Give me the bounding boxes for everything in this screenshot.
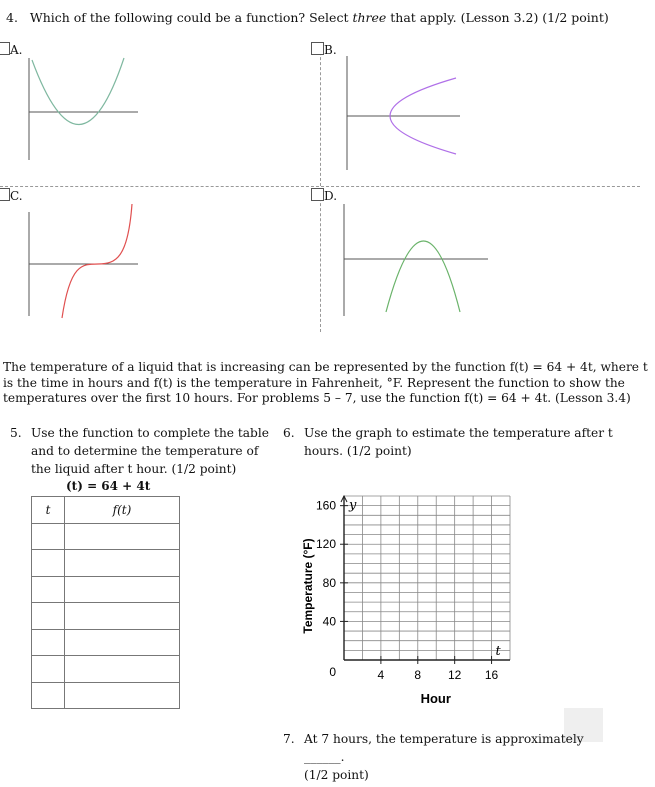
table-header-row — [32, 497, 180, 524]
question-7-text: At 7 hours, the temperature is approximately ______. — [304, 732, 584, 764]
option-d-label: D. — [324, 189, 338, 203]
table-cell-t[interactable] — [32, 523, 65, 550]
graph-d-curve — [386, 241, 460, 312]
question-6-prompt: Use the graph to estimate the temperature after t hours. (1/2 point) — [304, 426, 613, 458]
option-a-checkbox[interactable] — [0, 42, 10, 55]
prompt-emphasis: three — [352, 10, 387, 25]
x-tick-label: 4 — [377, 668, 385, 682]
table-row — [32, 682, 180, 709]
question-7-points: (1/2 point) — [304, 768, 369, 782]
x-axis-label: Hour — [420, 691, 451, 706]
graph-c-curve — [62, 204, 132, 318]
function-table — [31, 496, 180, 709]
vertical-divider — [320, 42, 321, 332]
question-6-number: 6. — [283, 426, 295, 440]
table-cell-t[interactable] — [32, 682, 65, 709]
option-d[interactable] — [311, 188, 337, 203]
x-tick-label: 16 — [484, 668, 499, 682]
graph-a — [20, 50, 140, 165]
question-7-number: 7. — [283, 732, 295, 746]
table-cell-ft[interactable] — [65, 629, 180, 656]
prompt-text: Which of the following could be a function? Select — [29, 10, 353, 25]
graph-b — [340, 50, 465, 175]
table-cell-ft[interactable] — [65, 656, 180, 683]
horizontal-divider — [0, 186, 640, 187]
graph-d — [336, 200, 496, 320]
x-tick-label: 8 — [414, 668, 422, 682]
option-c-label: C. — [10, 189, 23, 203]
question-4-prompt — [6, 10, 609, 25]
table-title: (t) = 64 + 4t — [66, 479, 151, 493]
col-header-t: t — [32, 497, 65, 524]
y-tick-label: 40 — [322, 614, 336, 629]
y-tick-label: 80 — [322, 575, 336, 590]
x-tick-label: 12 — [447, 668, 462, 682]
table-cell-ft[interactable] — [65, 576, 180, 603]
y-variable-label: y — [349, 498, 357, 513]
table-cell-ft[interactable] — [65, 523, 180, 550]
prompt-text-end: that apply. (Lesson 3.2) (1/2 point) — [386, 10, 609, 25]
table-row — [32, 523, 180, 550]
option-b-checkbox[interactable] — [311, 42, 324, 55]
table-cell-t[interactable] — [32, 576, 65, 603]
y-axis-label: Temperature (°F) — [301, 538, 315, 634]
table-cell-t[interactable] — [32, 603, 65, 630]
option-c-checkbox[interactable] — [0, 188, 10, 201]
table-cell-t[interactable] — [32, 629, 65, 656]
option-b-label: B. — [324, 43, 337, 57]
table-row — [32, 603, 180, 630]
temperature-graph — [300, 492, 520, 717]
option-b[interactable] — [311, 42, 337, 57]
option-a-label: A. — [10, 43, 23, 57]
question-7-prompt — [304, 730, 624, 784]
table-cell-t[interactable] — [32, 550, 65, 577]
table-row — [32, 550, 180, 577]
graph-a-curve — [32, 58, 124, 125]
y-tick-label: 120 — [315, 537, 336, 552]
temperature-chart — [300, 492, 520, 714]
graph-c — [20, 198, 145, 323]
col-header-ft: f(t) — [65, 497, 180, 524]
question-5-prompt: Use the function to complete the table and to determine the temperature of the liquid after t hour. (1/2 point) — [31, 426, 269, 476]
origin-label: 0 — [329, 665, 336, 679]
table-cell-ft[interactable] — [65, 603, 180, 630]
table-cell-ft[interactable] — [65, 682, 180, 709]
intro-paragraph: The temperature of a liquid that is increasing can be represented by the function f(t) = 64 + 4t, where t is the time in hours and f(t) is the temperature in Fahrenheit, °F. Represent the function to show the temperatures over the first 10 hours. For problems 5 – 7, use the function f(t) = 64 + 4t. (Lesson 3.4) — [3, 360, 648, 406]
table-row — [32, 576, 180, 603]
option-d-checkbox[interactable] — [311, 188, 324, 201]
x-variable-label: t — [495, 644, 501, 659]
table-cell-ft[interactable] — [65, 550, 180, 577]
table-row — [32, 656, 180, 683]
question-5-number: 5. — [10, 426, 22, 440]
table-cell-t[interactable] — [32, 656, 65, 683]
question-number: 4. — [6, 10, 18, 25]
table-row — [32, 629, 180, 656]
y-tick-label: 160 — [315, 498, 336, 513]
grid — [341, 496, 510, 660]
